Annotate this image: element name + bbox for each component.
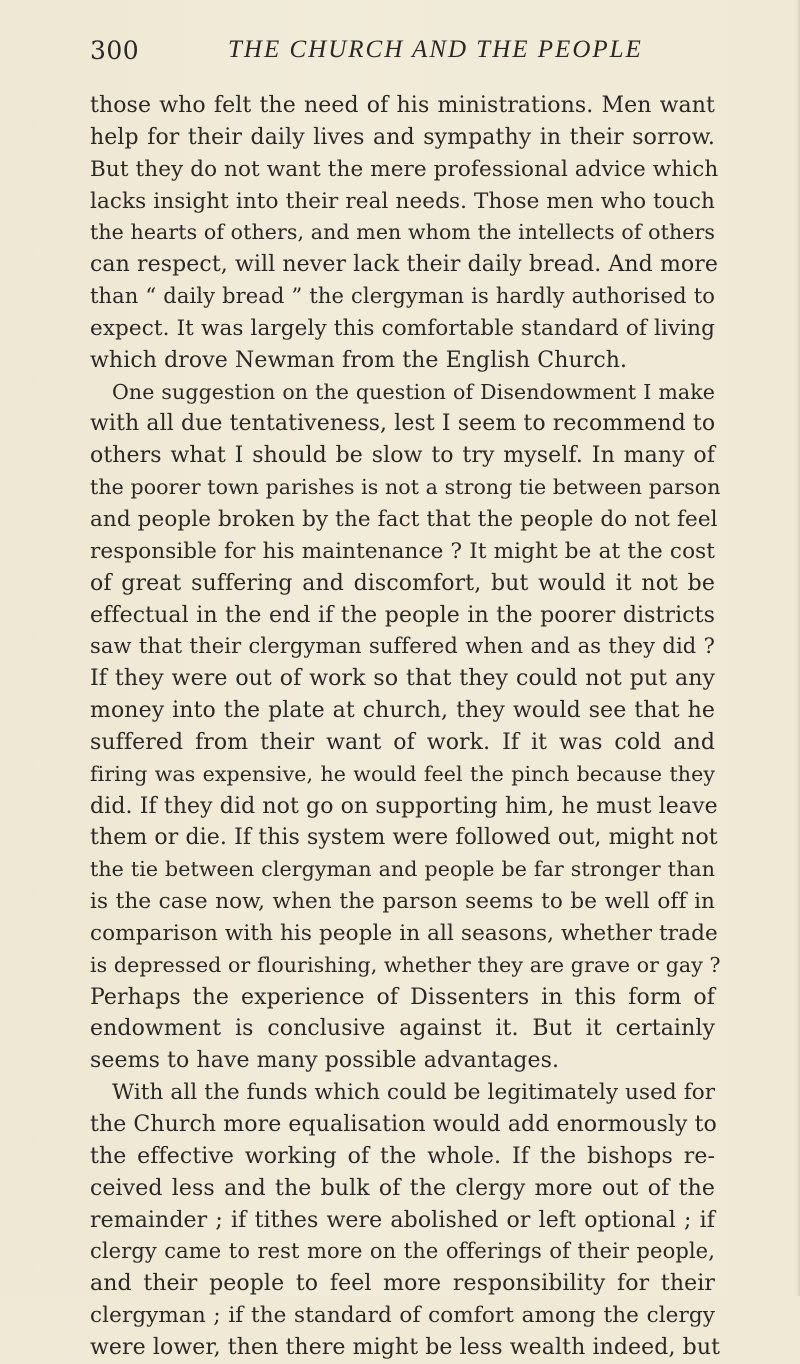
text-line: help for their daily lives and sympathy in their sorrow. [90, 124, 715, 150]
page-header [90, 36, 710, 76]
text-line: were lower, then there might be less wealth indeed, but [90, 1334, 721, 1360]
text-line: expect. It was largely this comfortable standard of living [90, 315, 715, 341]
paragraph-end-line: which drove Newman from the English Church. [90, 347, 628, 373]
text-line: clergyman ; if the standard of comfort among the clergy [90, 1303, 715, 1329]
text-line: Perhaps the experience of Dissenters in this form of [90, 984, 715, 1010]
text-line: endowment is conclusive against it. But it certainly [90, 1016, 715, 1042]
text-line: saw that their clergyman suffered when and as they did ? [90, 634, 715, 659]
text-line: firing was expensive, he would feel the pinch because they [90, 761, 715, 786]
text-line: them or die. If this system were followed out, might not [90, 825, 718, 851]
text-line: of great suffering and discomfort, but would it not be [90, 570, 715, 596]
text-line: If they were out of work so that they could not put any [90, 666, 715, 692]
text-line: the effective working of the whole. If the bishops re- [90, 1143, 715, 1169]
text-line: than “ daily bread ” the clergyman is hardly authorised to [90, 284, 715, 309]
text-line: and their people to feel more responsibility for their [90, 1271, 715, 1297]
paragraph-end-line: seems to have many possible advantages. [90, 1048, 560, 1074]
text-line: the poorer town parishes is not a strong tie between parson [90, 475, 721, 500]
text-line: effectual in the end if the people in the poorer districts [90, 602, 715, 628]
text-line: can respect, will never lack their daily bread. And more [90, 252, 719, 278]
text-line: money into the plate at church, they would see that he [90, 698, 715, 724]
text-line: comparison with his people in all seasons, whether trade [90, 920, 718, 946]
running-title: THE CHURCH AND THE PEOPLE [228, 36, 643, 63]
text-line: others what I should be slow to try myself. In many of [90, 443, 715, 469]
text-line: the Church more equalisation would add enormously to [90, 1112, 717, 1137]
text-line: and people broken by the fact that the people do not feel [90, 506, 718, 532]
text-line: the tie between clergyman and people be far stronger than [90, 857, 715, 882]
paragraph-start-line: One suggestion on the question of Disendowment I make [112, 379, 715, 404]
page-edge-shadow [796, 0, 800, 1296]
text-line: remainder ; if tithes were abolished or left optional ; if [90, 1207, 715, 1233]
text-line: But they do not want the mere professional advice which [90, 156, 719, 182]
paragraph-start-line: With all the funds which could be legitimately used for [112, 1080, 716, 1106]
text-line: is the case now, when the parson seems to be well off in [90, 889, 715, 915]
text-line: clergy came to rest more on the offerings of their people, [90, 1239, 715, 1264]
page-number: 300 [90, 36, 140, 65]
text-line: with all due tentativeness, lest I seem to recommend to [90, 411, 716, 437]
body-text [90, 90, 721, 1364]
text-line: lacks insight into their real needs. Those men who touch [90, 188, 715, 214]
text-line: did. If they did not go on supporting him, he must leave [90, 793, 718, 819]
text-line: the hearts of others, and men whom the intellects of others [90, 220, 715, 245]
text-line: responsible for his maintenance ? It might be at the cost [90, 538, 715, 564]
text-line: those who felt the need of his ministrations. Men want [90, 93, 715, 118]
text-line: ceived less and the bulk of the clergy more out of the [90, 1175, 715, 1201]
text-line: is depressed or flourishing, whether they are grave or gay ? [90, 952, 721, 977]
text-line: suffered from their want of work. If it was cold and [90, 729, 715, 755]
